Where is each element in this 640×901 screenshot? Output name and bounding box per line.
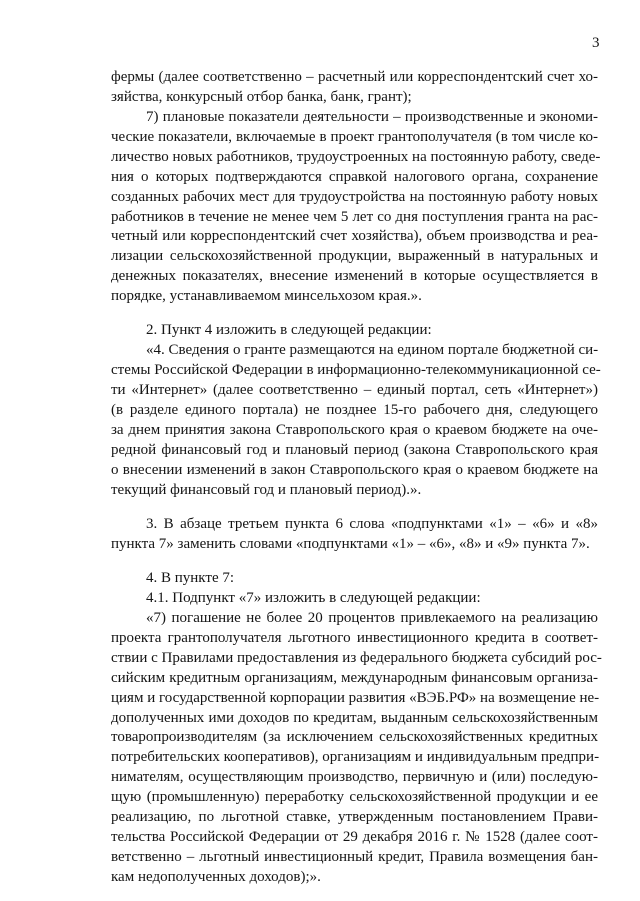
text-line: лизации сельскохозяйственной продукции, выраженный в натуральных и	[111, 248, 598, 265]
text-line: ти «Интернет» (далее соответственно – единый портал, сеть «Интернет»)	[111, 382, 598, 399]
text-line: фермы (далее соответственно – расчетный или корреспондентский счет хо-	[111, 69, 598, 85]
text-line: ствии с Правилами предоставления из федерального бюджета субсидий рос-	[111, 649, 602, 666]
text-line: циям и государственной корпорации развития «ВЭБ.РФ» на возмещение не-	[111, 689, 600, 706]
text-line: текущий финансовый год и плановый период).».	[111, 481, 422, 498]
text-line: 4.1. Подпункт «7» изложить в следующей редакции:	[146, 589, 481, 606]
text-line: стемы Российской Федерации в информационно-телекоммуникационной се-	[111, 362, 601, 379]
text-line: денежных показателях, внесение изменений в которые осуществляется в	[111, 268, 598, 285]
text-line: 3. В абзаце третьем пункта 6 слова «подпунктами «1» – «6» и «8»	[146, 515, 598, 532]
text-line: 2. Пункт 4 изложить в следующей редакции:	[146, 322, 432, 339]
text-line: пункта 7» заменить словами «подпунктами «1» – «6», «8» и «9» пункта 7».	[111, 535, 590, 552]
text-line: проекта грантополучателя льготного инвестиционного кредита в соответ-	[111, 629, 598, 646]
text-line: порядке, устанавливаемом минсельхозом края.».	[111, 288, 422, 305]
text-line: ческие показатели, включаемые в проект грантополучателя (в том числе ко-	[111, 128, 598, 145]
text-line: потребительских кооперативов), организациям и индивидуальным предпри-	[111, 749, 600, 766]
text-line: тельства Российской Федерации от 29 декабря 2016 г. № 1528 (далее соот-	[111, 829, 598, 846]
text-line: ния о которых подтверждаются справкой налогового органа, сохранение	[111, 168, 598, 185]
text-line: личество новых работников, трудоустроенных на постоянную работу, сведе-	[111, 148, 601, 165]
text-line: нимателям, осуществляющим производство, первичную и (или) последую-	[111, 769, 598, 786]
page-number: 3	[592, 35, 600, 51]
text-line: щую (промышленную) переработку сельскохозяйственной продукции и ее	[111, 789, 598, 806]
text-line: сийским кредитным организациям, международным финансовым организа-	[111, 669, 598, 686]
text-line: 7) плановые показатели деятельности – производственные и экономи-	[146, 108, 598, 125]
text-line: работников в течение не менее чем 5 лет со дня поступления гранта на рас-	[111, 208, 598, 225]
text-line: за днем принятия закона Ставропольского края о краевом бюджете на оче-	[111, 422, 598, 439]
text-line: товаропроизводителям (за исключением сельскохозяйственных кредитных	[111, 729, 598, 746]
text-line: (в разделе единого портала) не позднее 15-го рабочего дня, следующего	[111, 402, 598, 419]
text-line: «7) погашение не более 20 процентов привлекаемого на реализацию	[146, 609, 598, 626]
text-line: кам недополученных доходов);».	[111, 869, 321, 885]
text-line: о внесении изменений в закон Ставропольского края о краевом бюджете на	[111, 461, 598, 478]
text-line: ветственно – льготный инвестиционный кредит, Правила возмещения бан-	[111, 849, 598, 866]
text-line: созданных рабочих мест для трудоустройства на постоянную работу новых	[111, 188, 598, 205]
text-line: реализацию, по льготной ставке, утвержденным постановлением Прави-	[111, 809, 598, 826]
text-line: «4. Сведения о гранте размещаются на едином портале бюджетной си-	[146, 342, 599, 359]
text-line: дополученных ими доходов по кредитам, выданным сельскохозяйственным	[111, 709, 598, 726]
text-line: 4. В пункте 7:	[146, 570, 235, 587]
text-line: зяйства, конкурсный отбор банка, банк, грант);	[111, 88, 412, 105]
text-line: четный или корреспондентский счет хозяйства), объем производства и реа-	[111, 228, 598, 245]
text-line: редной финансовый год и плановый период (закона Ставропольского края	[111, 441, 598, 458]
